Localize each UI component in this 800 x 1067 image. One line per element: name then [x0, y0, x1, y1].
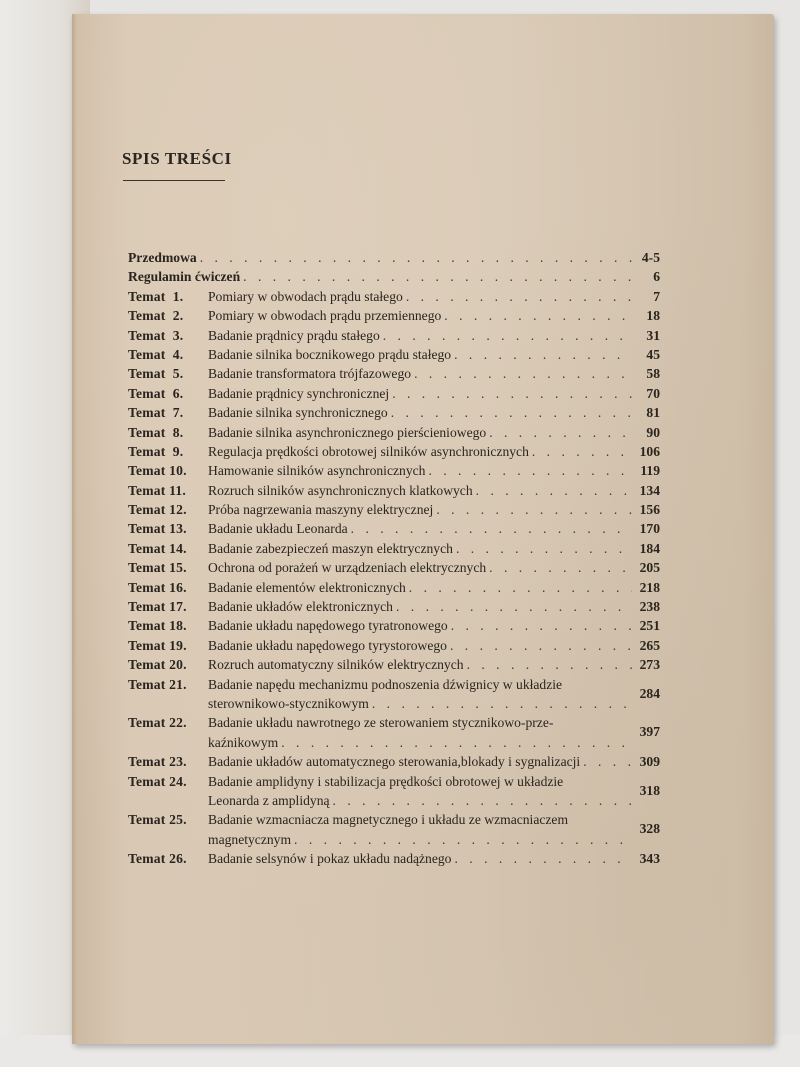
leader-dots — [294, 830, 632, 849]
leader-dots — [444, 306, 632, 325]
toc-entry-rules[interactable] — [128, 267, 660, 286]
toc-entry-body — [208, 675, 632, 714]
toc-entry-body — [208, 558, 632, 577]
toc-entry-title: Próba nagrzewania maszyny elektrycznej — [208, 502, 434, 518]
toc-entry-body — [208, 849, 632, 868]
toc-entry-body — [208, 500, 632, 519]
toc-entry-body — [208, 616, 632, 635]
toc-entry[interactable] — [128, 500, 660, 519]
toc-entry-title: Przedmowa — [128, 250, 197, 265]
toc-entry-label: Temat 13. — [128, 521, 187, 537]
toc-page-number: 119 — [640, 463, 660, 479]
toc-entry[interactable] — [128, 810, 660, 849]
page-edge-shadow — [72, 14, 77, 1044]
toc-page-number: 251 — [639, 618, 660, 634]
toc-entry-body — [208, 519, 632, 538]
toc-page-number: 90 — [646, 424, 660, 440]
leader-dots — [428, 461, 632, 480]
toc-entry-body — [208, 345, 632, 364]
toc-entry-label: Temat 3. — [128, 327, 184, 343]
toc-entry-title: Badanie elementów elektronicznych — [208, 579, 406, 595]
toc-entry[interactable] — [128, 519, 660, 538]
toc-entry-body — [208, 384, 632, 403]
leader-dots — [200, 248, 632, 267]
leader-dots — [414, 364, 632, 383]
toc-entry-body — [208, 423, 632, 442]
toc-entry-body — [208, 655, 632, 674]
toc-entry-body — [208, 481, 632, 500]
toc-entry-title: Badanie transformatora trójfazowego — [208, 366, 412, 382]
toc-entry-label: Temat 14. — [128, 540, 187, 556]
toc-entry[interactable] — [128, 655, 660, 674]
toc-entry-line — [208, 752, 632, 771]
toc-page-number: 309 — [639, 754, 660, 770]
leader-dots — [243, 267, 632, 286]
toc-entry-line — [208, 345, 632, 364]
toc-entry-line — [208, 694, 632, 713]
toc-entry-body — [208, 578, 632, 597]
leader-dots — [396, 597, 632, 616]
toc-entry-line — [208, 558, 632, 577]
toc-entry-title: Badanie prądnicy synchronicznej — [208, 385, 390, 401]
toc-page-number: 18 — [646, 308, 660, 324]
toc-entry-body — [208, 326, 632, 345]
table-of-contents — [128, 248, 660, 869]
toc-page-number: 6 — [653, 269, 660, 285]
toc-entry[interactable] — [128, 287, 660, 306]
toc-entry-line — [208, 810, 632, 829]
toc-entry[interactable] — [128, 597, 660, 616]
toc-entry-title: Ochrona od porażeń w urządzeniach elektrycznych — [208, 560, 487, 576]
page-title: SPIS TREŚCI — [122, 149, 232, 168]
toc-entry[interactable] — [128, 849, 660, 868]
leader-dots — [333, 791, 632, 810]
toc-entry-title: kaźnikowym — [208, 734, 279, 750]
leader-dots — [489, 423, 632, 442]
toc-entry-body — [208, 287, 632, 306]
toc-entry-body — [208, 306, 632, 325]
toc-entry-title: magnetycznym — [208, 831, 292, 847]
toc-entry-label: Temat 20. — [128, 657, 187, 673]
toc-entry-line — [208, 616, 632, 635]
toc-entry[interactable] — [128, 326, 660, 345]
toc-entry-title: Badanie prądnicy prądu stałego — [208, 327, 380, 343]
toc-entry-body — [208, 403, 632, 422]
toc-entry-label: Temat 12. — [128, 502, 187, 518]
toc-entry-body — [128, 248, 632, 267]
toc-entry-line — [208, 733, 632, 752]
toc-entry-line — [208, 519, 632, 538]
toc-entry-label: Temat 10. — [128, 463, 187, 479]
toc-entry[interactable] — [128, 384, 660, 403]
toc-page-number: 328 — [639, 821, 660, 837]
toc-entry-body — [208, 636, 632, 655]
toc-entry[interactable] — [128, 481, 660, 500]
leader-dots — [383, 326, 632, 345]
leader-dots — [392, 384, 632, 403]
toc-page-number: 31 — [646, 327, 660, 343]
toc-entry-title: Badanie wzmacniacza magnetycznego i układu ze wzmacniaczem — [208, 812, 569, 828]
toc-entry-line — [208, 675, 632, 694]
toc-entry-title: Badanie selsynów i pokaz układu nadążnego — [208, 851, 452, 867]
toc-entry-line — [208, 830, 632, 849]
toc-page-number: 284 — [639, 685, 660, 701]
toc-entry-title: Badanie układów elektronicznych — [208, 599, 393, 615]
leader-dots — [456, 539, 632, 558]
toc-entry-label: Temat 26. — [128, 851, 187, 867]
toc-entry-line — [208, 713, 632, 732]
toc-entry-label: Temat 22. — [128, 715, 187, 731]
toc-entry-body — [208, 713, 632, 752]
toc-entry-title: Badanie układu napędowego tyrystorowego — [208, 637, 447, 653]
toc-entry-title: Regulamin ćwiczeń — [128, 269, 241, 285]
toc-entry-title: Badanie układu Leonarda — [208, 521, 348, 537]
toc-entry-title: Badanie napędu mechanizmu podnoszenia dźwignicy w układzie — [208, 676, 563, 692]
toc-page-number: 343 — [639, 851, 660, 867]
toc-page-number: 156 — [639, 502, 660, 518]
toc-page-number: 106 — [639, 443, 660, 459]
toc-entry-line — [208, 791, 632, 810]
toc-entry-body — [208, 810, 632, 849]
toc-entry-line — [208, 306, 632, 325]
toc-entry-line — [208, 287, 632, 306]
toc-entry-label: Temat 5. — [128, 366, 184, 382]
leader-dots — [454, 345, 632, 364]
toc-entry[interactable] — [128, 539, 660, 558]
toc-entry-title: sterownikowo-stycznikowym — [208, 695, 369, 711]
toc-entry-label: Temat 6. — [128, 385, 184, 401]
toc-entry-title: Pomiary w obwodach prądu stałego — [208, 288, 403, 304]
title-underline — [123, 180, 225, 181]
toc-entry[interactable] — [128, 364, 660, 383]
toc-entry[interactable] — [128, 616, 660, 635]
toc-entry-line — [208, 578, 632, 597]
toc-entry[interactable] — [128, 752, 660, 771]
toc-entry-title: Leonarda z amplidyną — [208, 792, 330, 808]
toc-page-number: 238 — [639, 599, 660, 615]
toc-entry-title: Badanie układu nawrotnego ze sterowaniem stycznikowo-prze- — [208, 715, 554, 731]
toc-page-number: 170 — [639, 521, 660, 537]
toc-entry-body — [208, 461, 632, 480]
toc-entry-label: Temat 17. — [128, 599, 187, 615]
toc-entry-line — [208, 655, 632, 674]
leader-dots — [281, 733, 632, 752]
toc-entry-line — [208, 423, 632, 442]
page-edge-wear — [740, 14, 774, 1044]
toc-entry-line — [208, 636, 632, 655]
toc-entry[interactable] — [128, 675, 660, 714]
toc-entry-label: Temat 23. — [128, 754, 187, 770]
leader-dots — [391, 403, 632, 422]
leader-dots — [450, 636, 632, 655]
toc-entry[interactable] — [128, 345, 660, 364]
toc-page-number: 81 — [646, 405, 660, 421]
toc-entry-label: Temat 18. — [128, 618, 187, 634]
leader-dots — [532, 442, 632, 461]
toc-entry-line — [208, 326, 632, 345]
toc-page-number: 70 — [646, 385, 660, 401]
toc-entry-line — [208, 500, 632, 519]
toc-page-number: 45 — [646, 346, 660, 362]
toc-entry-title: Pomiary w obwodach prądu przemiennego — [208, 308, 442, 324]
toc-entry-preface[interactable] — [128, 248, 660, 267]
toc-entry[interactable] — [128, 461, 660, 480]
toc-entry-title: Badanie układu napędowego tyratronowego — [208, 618, 448, 634]
toc-entry[interactable] — [128, 558, 660, 577]
toc-entry-title: Badanie amplidyny i stabilizacja prędkości obrotowej w układzie — [208, 773, 564, 789]
toc-entry-label: Temat 8. — [128, 424, 184, 440]
toc-entry-body — [208, 364, 632, 383]
leader-dots — [476, 481, 632, 500]
toc-entry[interactable] — [128, 442, 660, 461]
toc-entry[interactable] — [128, 636, 660, 655]
toc-entry-title: Regulacja prędkości obrotowej silników asynchronicznych — [208, 443, 529, 459]
toc-entry-body — [208, 752, 632, 771]
leader-dots — [351, 519, 632, 538]
toc-page-number: 273 — [639, 657, 660, 673]
toc-entry-label: Temat 25. — [128, 812, 187, 828]
toc-entry-label: Temat 15. — [128, 560, 187, 576]
toc-entry-label: Temat 21. — [128, 676, 187, 692]
toc-entry-line — [208, 364, 632, 383]
toc-page-number: 134 — [639, 482, 660, 498]
leader-dots — [451, 616, 632, 635]
toc-entry-body — [208, 539, 632, 558]
toc-entry[interactable] — [128, 306, 660, 325]
toc-entry-line — [208, 384, 632, 403]
toc-entry-label: Temat 4. — [128, 346, 184, 362]
toc-entry-line — [208, 849, 632, 868]
toc-entry-label: Temat 19. — [128, 637, 187, 653]
leader-dots — [409, 578, 632, 597]
leader-dots — [406, 287, 632, 306]
toc-page-number: 265 — [639, 637, 660, 653]
toc-entry-label: Temat 9. — [128, 443, 184, 459]
toc-entry[interactable] — [128, 578, 660, 597]
toc-entry-title: Hamowanie silników asynchronicznych — [208, 463, 426, 479]
toc-entry-line — [208, 539, 632, 558]
toc-entry-title: Rozruch automatyczny silników elektrycznych — [208, 657, 464, 673]
toc-entry-title: Badanie silnika asynchronicznego pierścieniowego — [208, 424, 487, 440]
leader-dots — [489, 558, 632, 577]
toc-entry-line — [208, 597, 632, 616]
toc-entry-line — [208, 461, 632, 480]
toc-page-number: 218 — [639, 579, 660, 595]
leader-dots — [436, 500, 632, 519]
leader-dots — [467, 655, 632, 674]
toc-entry-title: Badanie silnika synchronicznego — [208, 405, 388, 421]
toc-entry-line — [208, 772, 632, 791]
leader-dots — [454, 849, 632, 868]
toc-entry-label: Temat 1. — [128, 288, 184, 304]
toc-entry-line — [208, 403, 632, 422]
toc-entry-label: Temat 11. — [128, 482, 186, 498]
toc-page-number: 205 — [639, 560, 660, 576]
toc-entry-body — [208, 597, 632, 616]
toc-entry-body — [128, 267, 632, 286]
toc-entry-title: Badanie silnika bocznikowego prądu stałego — [208, 346, 452, 362]
toc-entry[interactable] — [128, 713, 660, 752]
toc-page-number: 4-5 — [641, 250, 660, 265]
toc-entry-label: Temat 7. — [128, 405, 184, 421]
toc-entry-body — [208, 772, 632, 811]
toc-page-number: 318 — [639, 782, 660, 798]
toc-entry-label: Temat 24. — [128, 773, 187, 789]
toc-entry-body — [208, 442, 632, 461]
toc-entry-line — [208, 442, 632, 461]
toc-page-number: 58 — [646, 366, 660, 382]
toc-entry-label: Temat 2. — [128, 308, 184, 324]
toc-entry-title: Badanie zabezpieczeń maszyn elektrycznych — [208, 540, 453, 556]
leader-dots — [372, 694, 632, 713]
toc-entry-line — [208, 481, 632, 500]
toc-entry[interactable] — [128, 423, 660, 442]
toc-entry[interactable] — [128, 772, 660, 811]
toc-page-number: 7 — [653, 288, 660, 304]
toc-page-number: 397 — [639, 724, 660, 740]
toc-entry[interactable] — [128, 403, 660, 422]
toc-entry-title: Rozruch silników asynchronicznych klatkowych — [208, 482, 473, 498]
toc-page-number: 184 — [639, 540, 660, 556]
toc-entry-title: Badanie układów automatycznego sterowania,blokady i sygnalizacji — [208, 754, 581, 770]
toc-entry-label: Temat 16. — [128, 579, 187, 595]
